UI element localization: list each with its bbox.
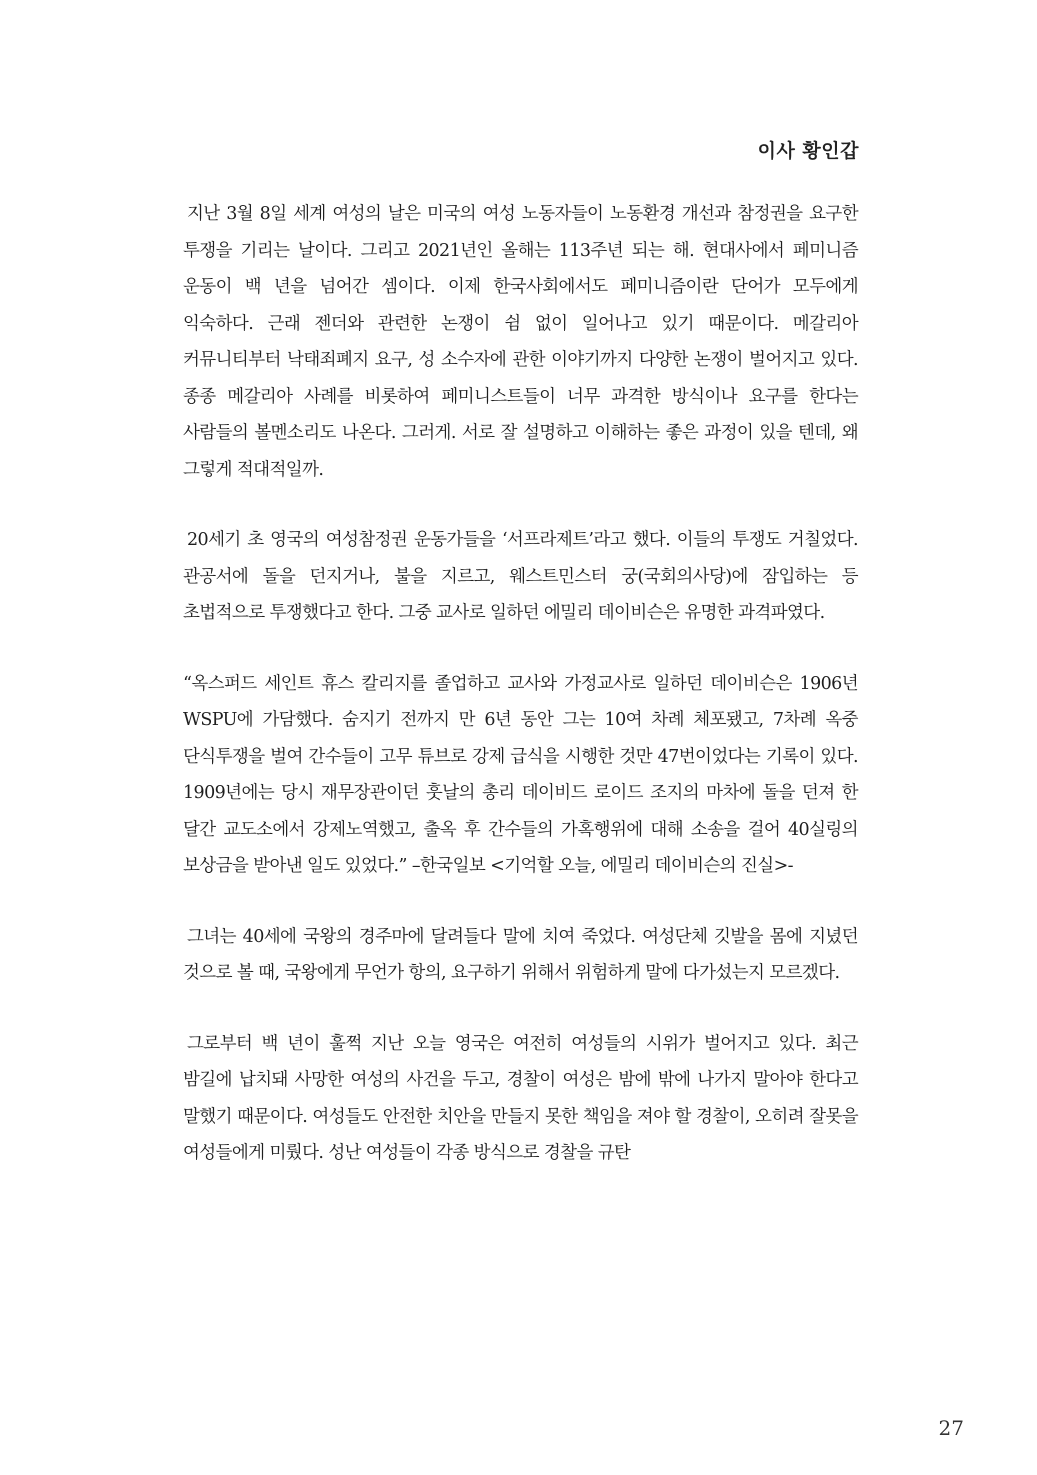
author-byline: 이사 황인갑 bbox=[757, 140, 859, 162]
paragraph-quotation: “옥스퍼드 세인트 휴스 칼리지를 졸업하고 교사와 가정교사로 일하던 데이비슨은 1906년 WSPU에 가담했다. 숨지기 전까지 만 6년 동안 그는 10여 차례 체포됐고, 7차례 옥중 단식투쟁을 벌여 간수들이 고무 튜브로 강제 급식을 시행한 것만 47번이었다는 기록이 있다. 1909년에는 당시 재무장관이던 훗날의 총리 데이비드 로이드 조지의 마차에 돌을 던져 한 달간 교도소에서 강제노역했고, 출옥 후 간수들의 가혹행위에 대해 소송을 걸어 40실링의 보상금을 받아낸 일도 있었다.” –한국일보 <기억할 오늘, 에밀리 데이비슨의 진실>- bbox=[183, 673, 858, 876]
paragraph-davison-death: 그녀는 40세에 국왕의 경주마에 달려들다 말에 치여 죽었다. 여성단체 깃발을 몸에 지녔던 것으로 볼 때, 국왕에게 무언가 항의, 요구하기 위해서 위험하게 말에 다가섰는지 모르겠다. bbox=[183, 926, 858, 983]
article-body bbox=[183, 196, 858, 1206]
paragraph-womens-day: 지난 3월 8일 세계 여성의 날은 미국의 여성 노동자들이 노동환경 개선과 참정권을 요구한 투쟁을 기리는 날이다. 그리고 2021년인 올해는 113주년 되는 해. 현대사에서 페미니즘 운동이 백 년을 넘어간 셈이다. 이제 한국사회에서도 페미니즘이란 단어가 모두에게 익숙하다. 근래 젠더와 관련한 논쟁이 쉼 없이 일어나고 있기 때문이다. 메갈리아 커뮤니티부터 낙태죄폐지 요구, 성 소수자에 관한 이야기까지 다양한 논쟁이 벌어지고 있다. 종종 메갈리아 사례를 비롯하여 페미니스트들이 너무 과격한 방식이나 요구를 한다는 사람들의 볼멘소리도 나온다. 그러게. 서로 잘 설명하고 이해하는 좋은 과정이 있을 텐데, 왜 그렇게 적대적일까. bbox=[183, 204, 858, 480]
page-number: 27 bbox=[938, 1416, 964, 1440]
paragraph-uk-protests: 그로부터 백 년이 훌쩍 지난 오늘 영국은 여전히 여성들의 시위가 벌어지고 있다. 최근 밤길에 납치돼 사망한 여성의 사건을 두고, 경찰이 여성은 밤에 밖에 나가지 말아야 한다고 말했기 때문이다. 여성들도 안전한 치안을 만들지 못한 책임을 져야 할 경찰이, 오히려 잘못을 여성들에게 미뤘다. 성난 여성들이 각종 방식으로 경찰을 규탄 bbox=[183, 1033, 858, 1163]
paragraph-suffragettes: 20세기 초 영국의 여성참정권 운동가들을 ‘서프라제트’라고 했다. 이들의 투쟁도 거칠었다. 관공서에 돌을 던지거나, 불을 지르고, 웨스트민스터 궁(국회의사당)에 잠입하는 등 초법적으로 투쟁했다고 한다. 그중 교사로 일하던 에밀리 데이비슨은 유명한 과격파였다. bbox=[183, 530, 858, 623]
